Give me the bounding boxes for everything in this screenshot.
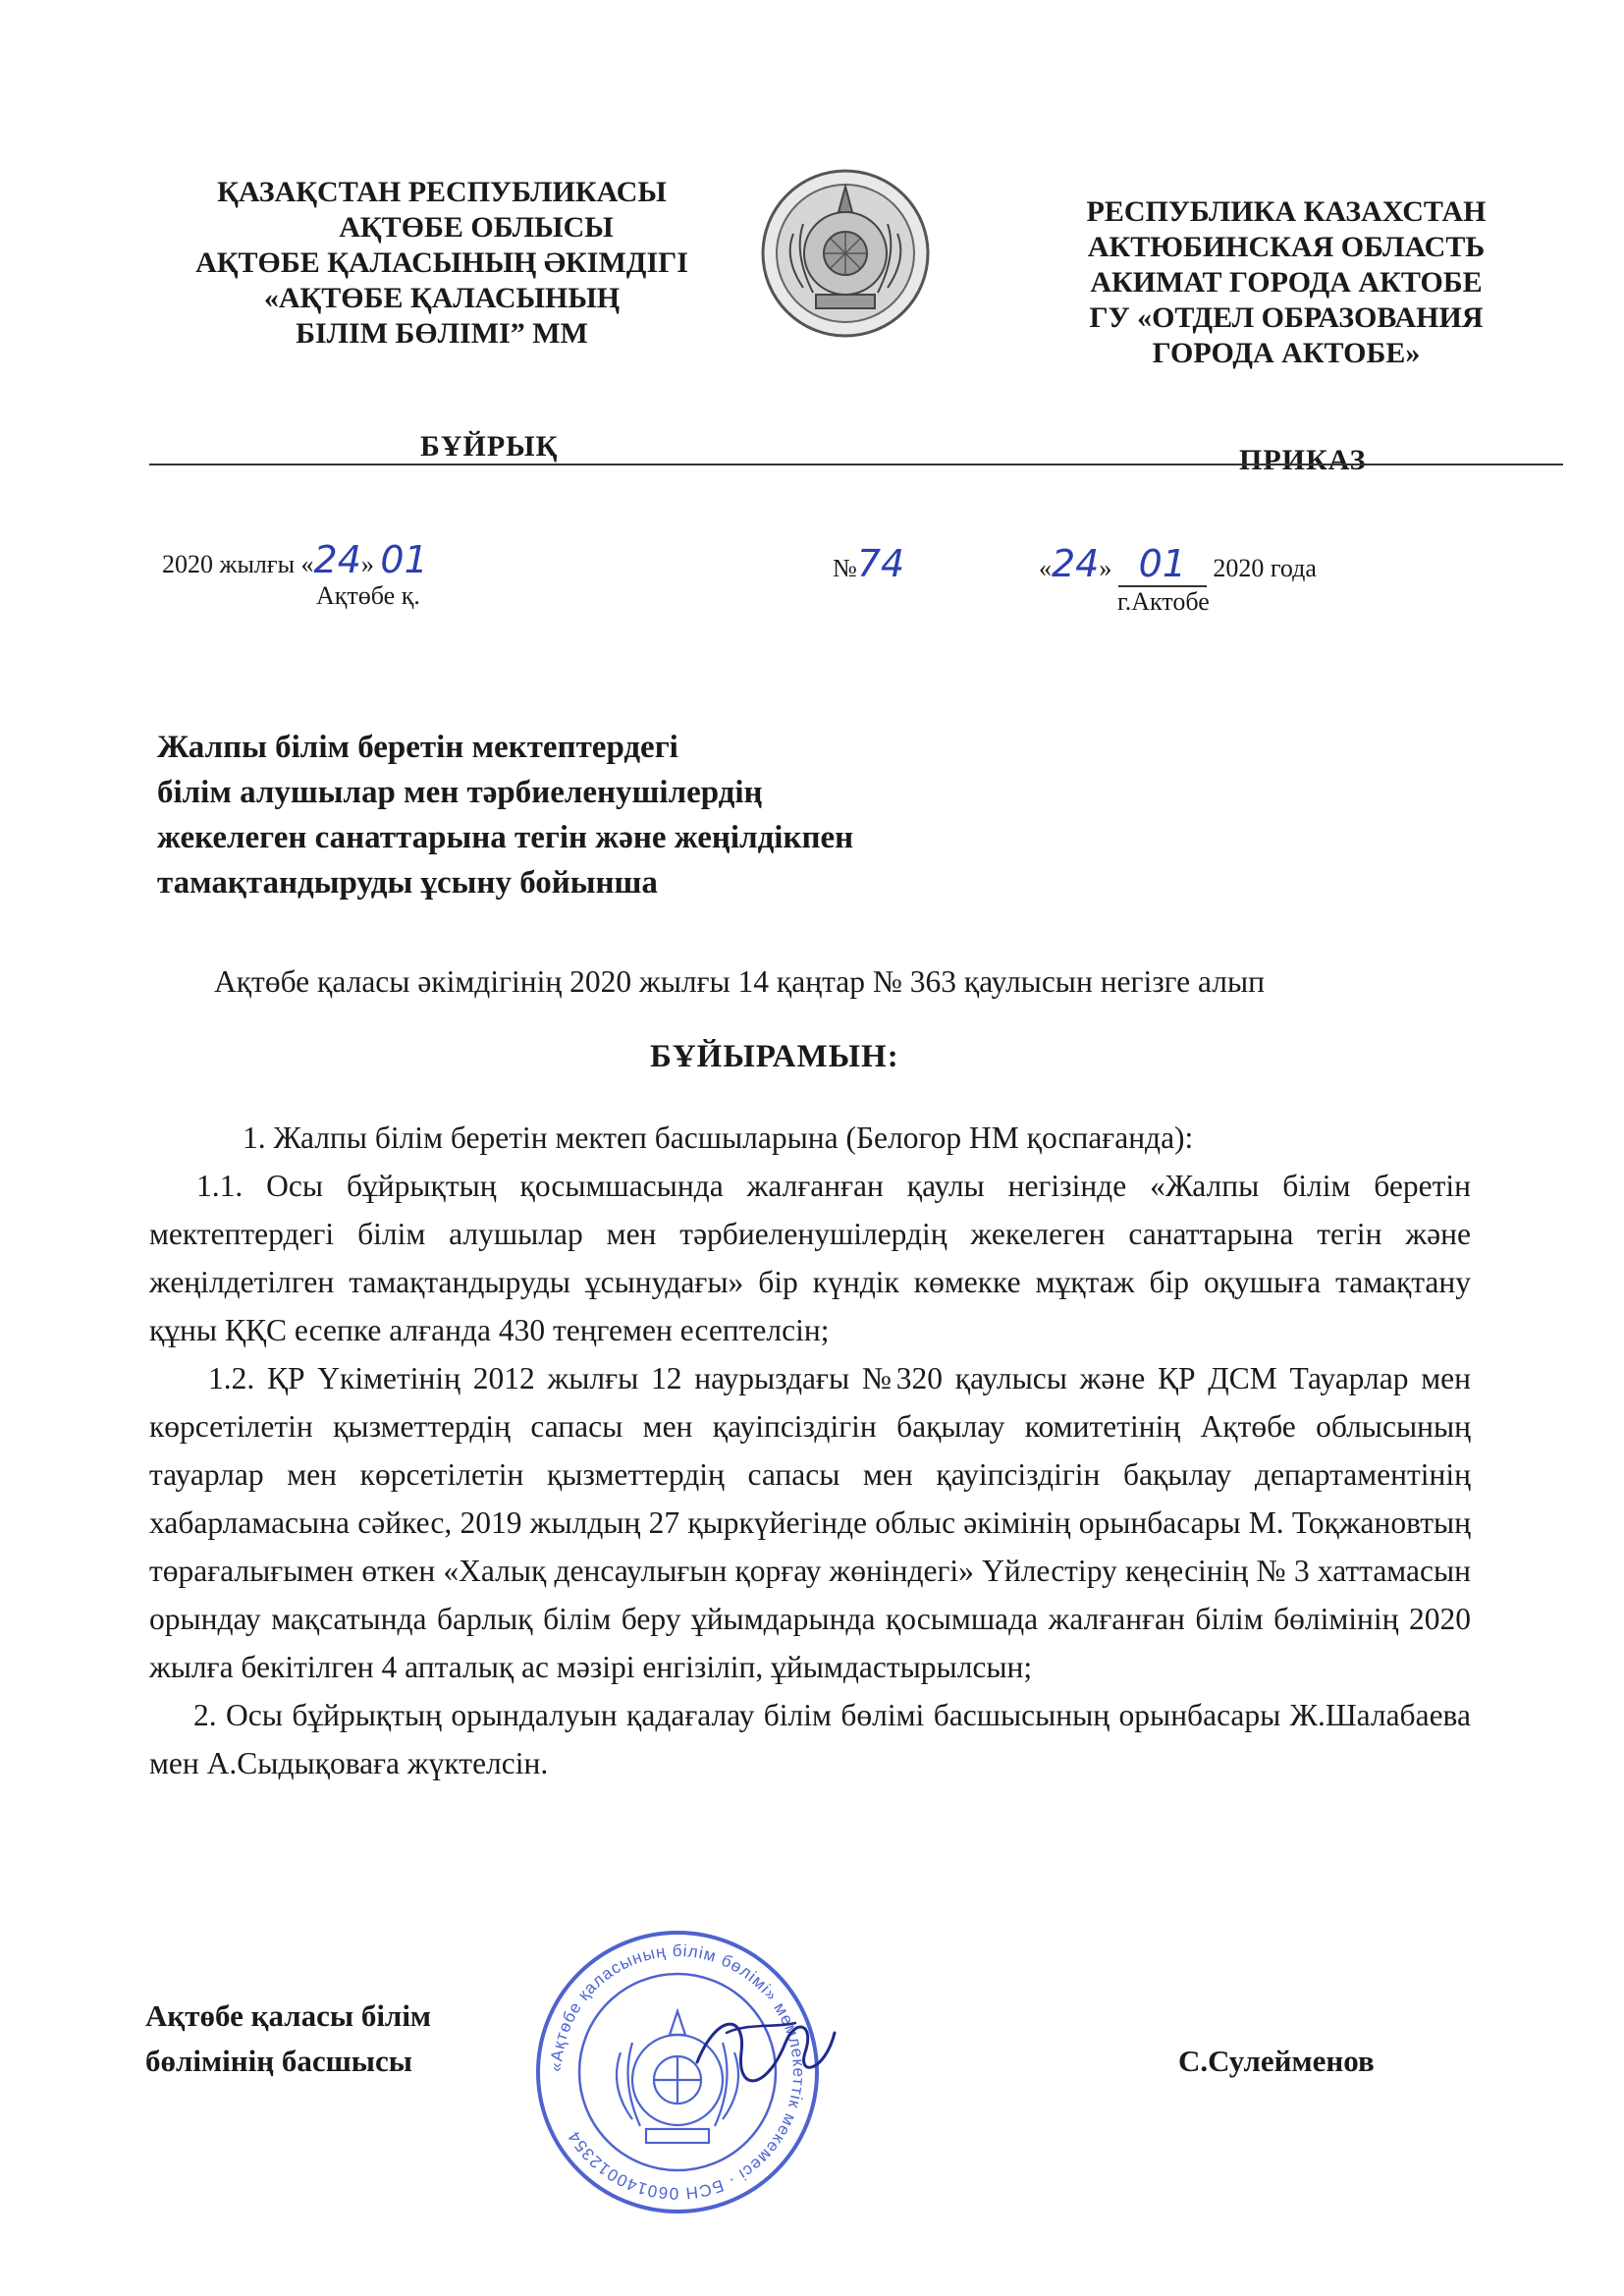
signature-position-line-2: бөлімінің басшысы xyxy=(145,2044,412,2078)
signature-position xyxy=(145,1994,431,2084)
header-left-line-3: АҚТӨБЕ ҚАЛАСЫНЫҢ ӘКІМДІГІ xyxy=(195,246,688,279)
doc-label-russian: ПРИКАЗ xyxy=(1239,444,1367,476)
title-line-1: Жалпы білім беретін мектептердегі xyxy=(157,730,678,765)
header-right-line-4: ГУ «ОТДЕЛ ОБРАЗОВАНИЯ xyxy=(1089,301,1484,334)
basis-line: Ақтөбе қаласы әкімдігінің 2020 жылғы 14 қаңтар № 363 қаулысын негізге алып xyxy=(214,964,1266,999)
title-line-2: білім алушылар мен тәрбиеленушілердің xyxy=(157,775,763,810)
header-left-line-5: БІЛІМ БӨЛІМІ” ММ xyxy=(296,317,588,350)
title-line-3: жекелеген санаттарына тегін және жеңілдікпен xyxy=(157,820,854,855)
header-left-line-4: «АҚТӨБЕ ҚАЛАСЫНЫҢ xyxy=(263,282,621,314)
paragraph-1-2: 1.2. ҚР Үкіметінің 2012 жылғы 12 наурыздағы №320 қаулысы және ҚР ДСМ Тауарлар мен көрсетілетін қызметтердің сапасы мен қауіпсіздігін бақылау комитетінің Ақтөбе облысының тауарлар мен көрсетілетін қызметтердің сапасы мен қауіпсіздігін бақылау департаментінің хабарламасына сәйкес, 2019 жылдың 27 қыркүйегінде облыс әкімінің орынбасары М. Тоқжановтың төрағалығымен өткен «Халық денсаулығын қорғау жөніндегі» Үйлестіру кеңесінің № 3 хаттамасын орындау мақсатында барлық білім беру ұйымдарында қосымшада жалғанған білім бөлімінің 2020 жылға бекітілген 4 апталық ас мәзірі енгізіліп, ұйымдастырылсын; xyxy=(149,1361,1471,1684)
date-left xyxy=(162,538,428,581)
date-left-prefix: 2020 жылғы « xyxy=(162,550,314,578)
header-divider xyxy=(149,464,1563,465)
date-right-month: 01 xyxy=(1118,542,1207,587)
state-emblem xyxy=(754,165,937,342)
paragraph-1: 1. Жалпы білім беретін мектеп басшыларына (Белогор НМ қоспағанда): xyxy=(243,1121,1194,1155)
date-right-open: « xyxy=(1039,554,1052,582)
paragraph-2: 2. Осы бұйрықтың орындалуын қадағалау білім бөлімі басшысының орынбасары Ж.Шалабаева мен А.Сыдықоваға жүктелсін. xyxy=(149,1698,1471,1780)
doc-label-kazakh: БҰЙРЫҚ xyxy=(420,430,559,463)
header-left xyxy=(147,175,736,352)
header-right-line-1: РЕСПУБЛИКА КАЗАХСТАН xyxy=(1086,195,1487,228)
order-number xyxy=(833,542,904,585)
signature-name: С.Сулейменов xyxy=(1178,2044,1375,2078)
signature-position-line-1: Ақтөбе қаласы білім xyxy=(145,1998,432,2033)
header-left-line-1: ҚАЗАҚСТАН РЕСПУБЛИКАСЫ xyxy=(217,176,667,208)
header-left-line-2: АҚТӨБЕ ОБЛЫСЫ xyxy=(339,211,614,244)
date-left-month: 01 xyxy=(380,538,428,581)
header-right-line-2: АКТЮБИНСКАЯ ОБЛАСТЬ xyxy=(1087,231,1486,263)
document-title xyxy=(157,725,1041,905)
order-word: БҰЙЫРАМЫН: xyxy=(650,1039,899,1074)
title-line-4: тамақтандыруды ұсыну бойынша xyxy=(157,865,658,901)
date-left-sep: » xyxy=(360,550,374,578)
order-number-value: 74 xyxy=(856,542,905,585)
date-right xyxy=(1039,542,1317,587)
city-right: г.Актобе xyxy=(1117,587,1210,616)
date-left-day: 24 xyxy=(313,538,361,581)
date-right-day: 24 xyxy=(1052,542,1100,585)
handwritten-signature xyxy=(687,1994,844,2102)
order-number-prefix: № xyxy=(833,554,857,582)
header-right xyxy=(1041,194,1532,371)
date-right-year: 2020 года xyxy=(1213,554,1317,582)
header-right-line-3: АКИМАТ ГОРОДА АКТОБЕ xyxy=(1090,266,1483,299)
city-left: Ақтөбе қ. xyxy=(316,581,420,610)
date-right-close: » xyxy=(1099,554,1112,582)
stamp-ring-text: «Ақтөбе қаласының білім бөлімі» мемлекеттік мекемесі · БСН 060140012354 xyxy=(546,1941,809,2204)
paragraph-1-1: 1.1. Осы бұйрықтың қосымшасында жалғанған қаулы негізінде «Жалпы білім беретін мектептердегі білім алушылар мен тәрбиеленушілердің жекелеген санаттарына тегін және жеңілдетілген тамақтандыруды ұсынудағы» бір күндік көмекке мұқтаж бір оқушыға тамақтану құны ҚҚС есепке алғанда 430 теңгемен есептелсін; xyxy=(149,1169,1471,1347)
document-body xyxy=(149,1114,1471,1787)
header-right-line-5: ГОРОДА АКТОБЕ» xyxy=(1152,337,1421,369)
